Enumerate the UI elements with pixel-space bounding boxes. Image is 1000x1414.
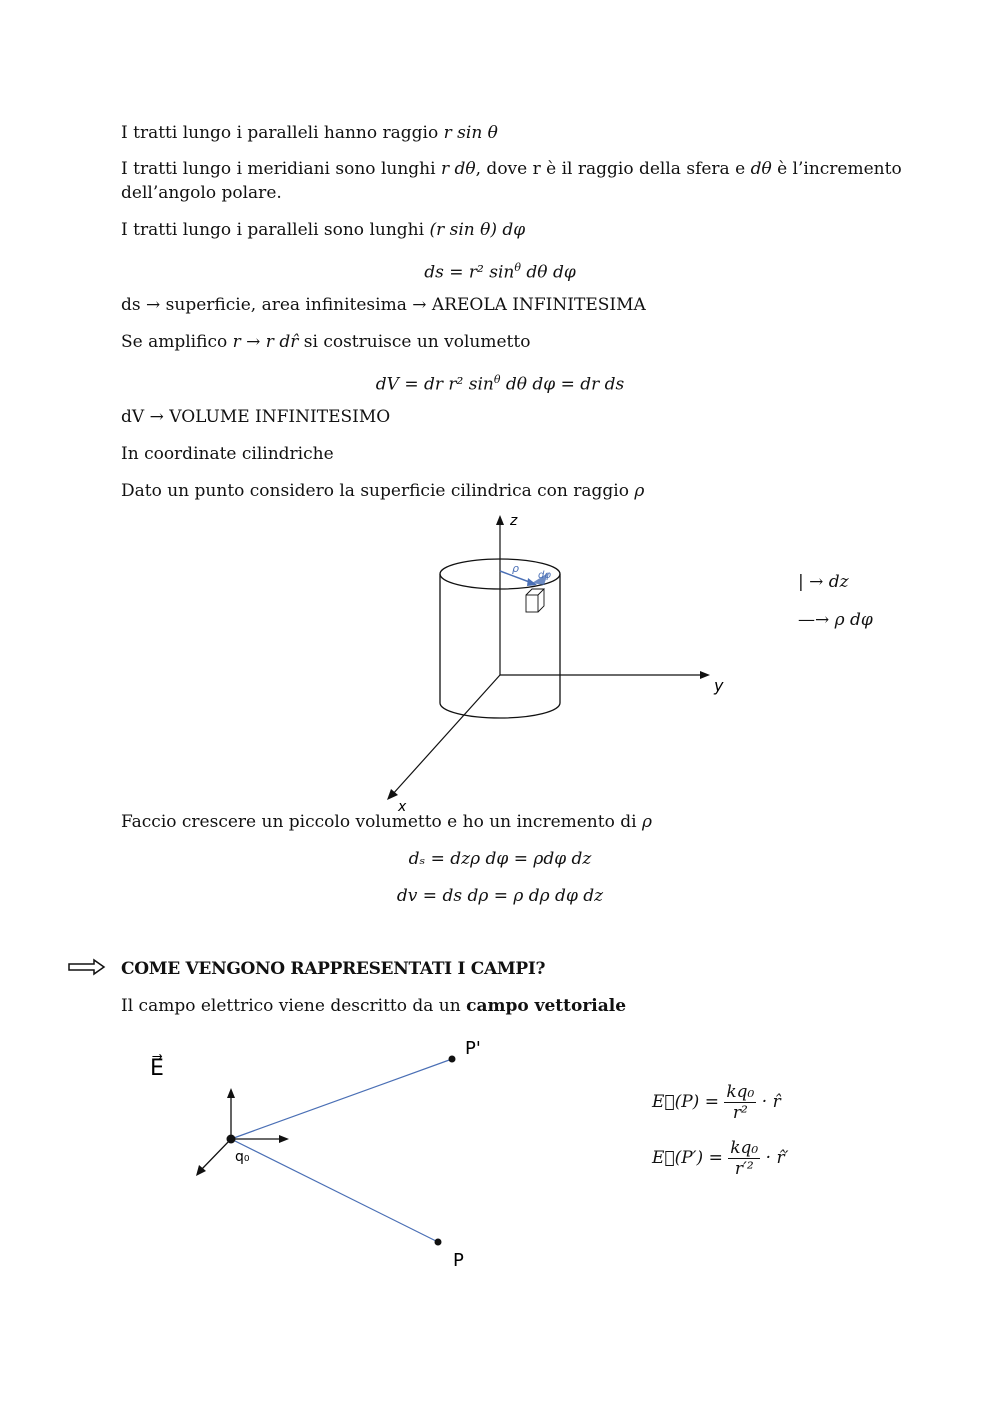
rho-label: ρ (512, 562, 519, 575)
side-label-rho-dphi: —→ ρ dφ (798, 610, 873, 630)
line-to-p (231, 1139, 438, 1242)
equation-ds-cylindrical: dₛ = dzρ dφ = ρdφ dz (408, 849, 592, 869)
point-p-prime-dot (449, 1056, 456, 1063)
line-to-p-prime (231, 1059, 452, 1139)
dphi-label: dφ (538, 570, 551, 581)
right-arrow-icon (68, 958, 106, 976)
equation-dv: dV = dr r² $\sin^\theta d\theta$ dφ = dr ds (375, 373, 625, 395)
equation-dv-cylindrical: dv = ds dρ = ρ dρ dφ dz (396, 886, 604, 906)
point-p-prime-label: P' (465, 1038, 481, 1059)
point-p-dot (435, 1239, 442, 1246)
charge-dot (227, 1135, 236, 1144)
formula-e-p-prime: E⃗(P′) = $\frac{\text{kq₀}}{\text{r′²}}$ · r̂′ (652, 1138, 789, 1179)
text-line-meridians: I tratti lungo i meridiani sono lunghi r dθ, dove r è il raggio della sfera e dθ è l’incremento (121, 159, 902, 179)
formula-e-p: E⃗(P) = $\frac{\text{kq₀}}{\text{r²}}$ · r̂ (652, 1082, 781, 1123)
equation-ds: ds = r² $\sin^\theta d\theta$ dφ (424, 261, 576, 283)
charge-label: q₀ (235, 1149, 250, 1165)
text-line-parallels-radius: I tratti lungo i paralleli hanno raggio r sin θ (121, 123, 498, 143)
section-heading: COME VENGONO RAPPRESENTATI I CAMPI? (121, 959, 546, 979)
axis-z-label: z (510, 513, 518, 529)
text-line-cylinder-surface: Dato un punto considero la superficie cilindrica con raggio ρ (121, 481, 645, 501)
point-p-label: P (453, 1250, 464, 1271)
text-line-polar-angle: dell’angolo polare. (121, 183, 282, 203)
text-line-vector-field: Il campo elettrico viene descritto da un campo vettoriale (121, 996, 627, 1016)
field-diagram (0, 1030, 640, 1280)
axis-y-label: y (714, 676, 724, 695)
text-line-cylindrical: In coordinate cilindriche (121, 444, 334, 464)
text-line-areola: ds → superficie, area infinitesima → AREOLA INFINITESIMA (121, 295, 646, 315)
e-vector-label: E⃗ (150, 1056, 164, 1081)
text-line-amplify: Se amplifico r → r dr̂ si costruisce un volumetto (121, 332, 531, 352)
axis-x-label: x (398, 799, 407, 815)
text-line-increment: Faccio crescere un piccolo volumetto e ho un incremento di ρ (121, 812, 652, 832)
cylinder-diagram (0, 505, 1000, 815)
text-line-volume: dV → VOLUME INFINITESIMO (121, 407, 391, 427)
text-line-parallels-length: I tratti lungo i paralleli sono lunghi (r sin θ) dφ (121, 220, 526, 240)
side-label-dz: | → dz (798, 572, 849, 592)
